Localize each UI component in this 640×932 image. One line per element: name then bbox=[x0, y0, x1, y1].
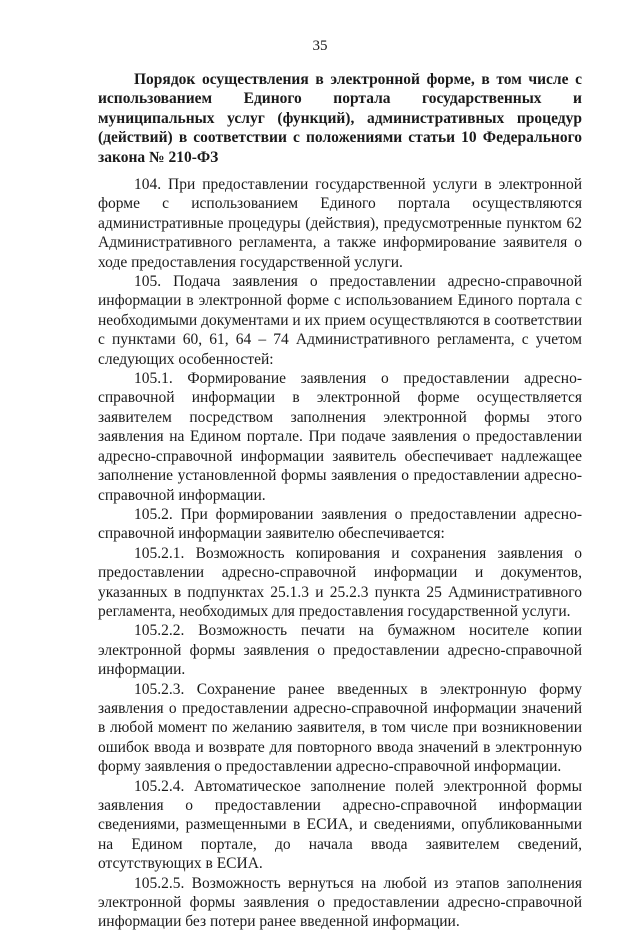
page-number: 35 bbox=[312, 38, 328, 54]
paragraph-105-2-3: 105.2.3. Сохранение ранее введенных в электронную форму заявления о предоставлении адресно-справочной информации значений в любой момент по желанию заявителя, в том числе при возникновении ошибок ввода и возврате для повторного ввода значений в электронную форму заявления о предоставлении адресно-справочной информации. bbox=[98, 680, 582, 776]
paragraph-105-2-1: 105.2.1. Возможность копирования и сохранения заявления о предоставлении адресно-справочной информации и документов, указанных в подпунктах 25.1.3 и 25.2.3 пункта 25 Административного регламента, необходимых для предоставления государственной услуги. bbox=[98, 544, 582, 620]
body-text bbox=[98, 175, 582, 932]
paragraph-104: 104. При предоставлении государственной услуги в электронной форме с использованием Единого портала осуществляются административные процедуры (действия), предусмотренные пунктом 62 Административного регламента, а также информирование заявителя о ходе предоставления государственной услуги. bbox=[98, 176, 582, 271]
paragraph-105-2-2: 105.2.2. Возможность печати на бумажном носителе копии электронной формы заявления о предоставлении адресно-справочной информации. bbox=[98, 622, 582, 679]
paragraph-105-2-4: 105.2.4. Автоматическое заполнение полей электронной формы заявления о предоставлении адресно-справочной информации сведениями, размещенными в ЕСИА, и сведениями, опубликованными на Едином портале, до начала ввода заявителем сведений, отсутствующих в ЕСИА. bbox=[98, 777, 582, 873]
paragraph-105-2-5: 105.2.5. Возможность вернуться на любой из этапов заполнения электронной формы заявления о предоставлении адресно-справочной информации без потери ранее введенной информации. bbox=[98, 874, 582, 931]
paragraph-105: 105. Подача заявления о предоставлении адресно-справочной информации в электронной форме с использованием Единого портала с необходимыми документами и их прием осуществляются в соответствии с пунктами 60, 61, 64 – 74 Административного регламента, с учетом следующих особенностей: bbox=[98, 273, 582, 368]
section-heading: Порядок осуществления в электронной форме, в том числе с использованием Единого портала государственных и муниципальных услуг (функций), административных процедур (действий) в соответствии с положениями статьи 10 Федерального закона № 210-ФЗ bbox=[98, 71, 582, 166]
paragraph-105-1: 105.1. Формирование заявления о предоставлении адресно-справочной информации в электронной форме осуществляется заявителем посредством заполнения электронной формы этого заявления на Едином портале. При подаче заявления о предоставлении адресно-справочной информации заявитель обеспечивает надлежащее заполнение установленной формы заявления о предоставлении адресно-справочной информации. bbox=[98, 370, 582, 504]
paragraph-105-2: 105.2. При формировании заявления о предоставлении адресно-справочной информации заявителю обеспечивается: bbox=[98, 505, 582, 543]
